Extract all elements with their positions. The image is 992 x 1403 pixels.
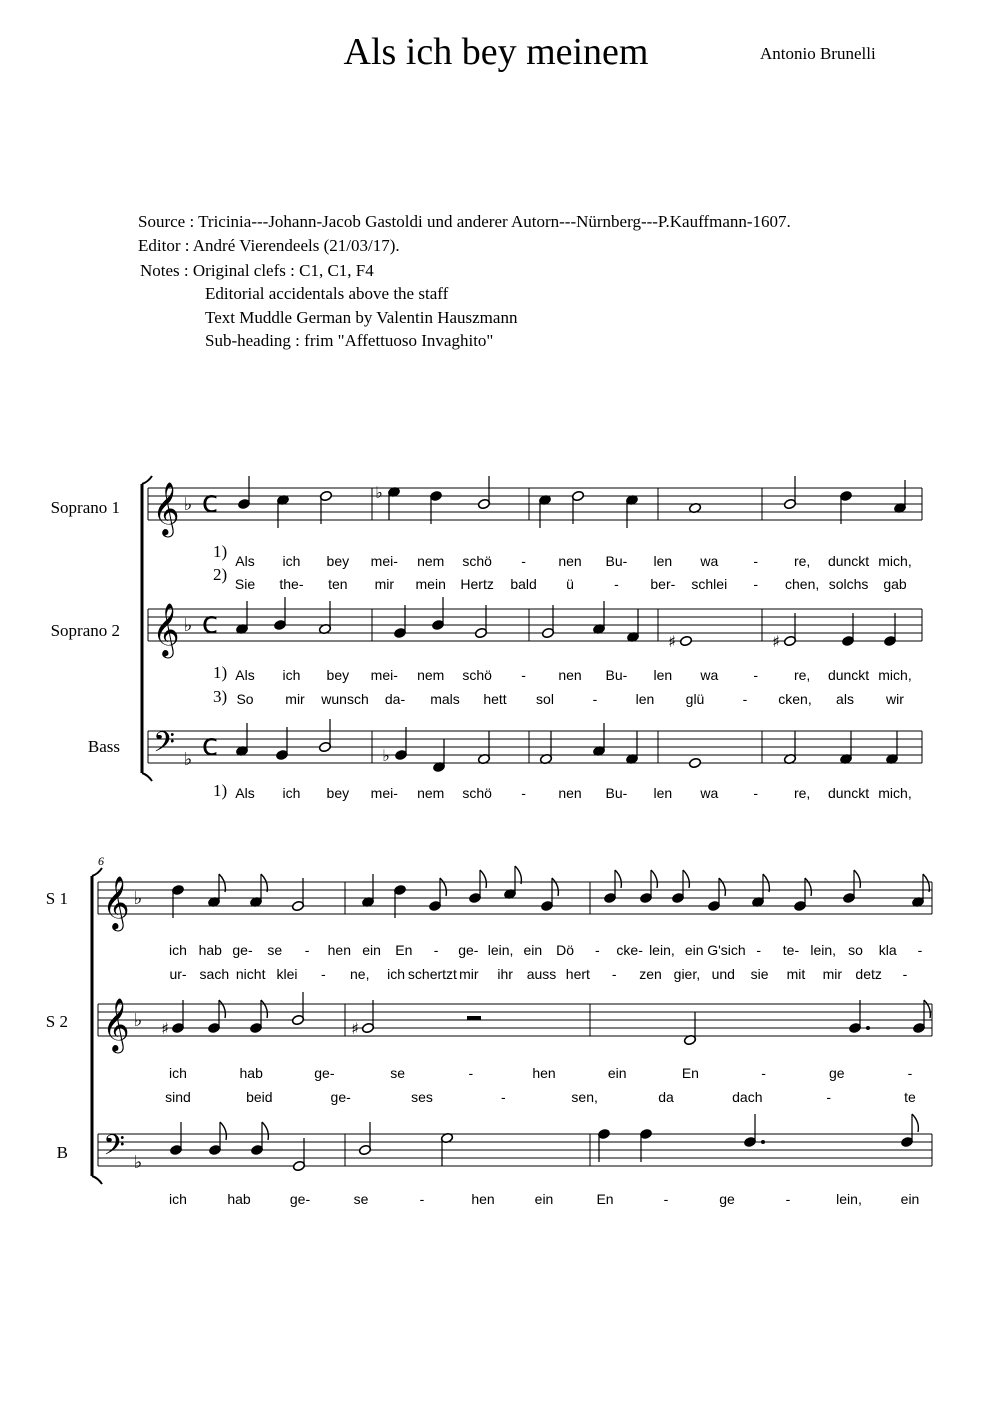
lyric-syllable: ein — [362, 942, 381, 958]
page-title: Als ich bey meinem — [343, 31, 649, 73]
notes-line: Text Muddle German by Valentin Hauszmann — [205, 308, 518, 327]
voice-label-b: B — [56, 1143, 68, 1162]
common-time-icon: c — [201, 485, 219, 520]
lyric-syllable: - — [761, 1065, 766, 1081]
lyric-syllable: ich — [387, 966, 406, 982]
lyric-syllable: Bu- — [605, 667, 628, 683]
key-flat-icon: ♭ — [133, 888, 143, 909]
lyric-syllable: Bu- — [605, 785, 628, 801]
lyric-syllable: - — [756, 942, 762, 958]
lyric-syllable: detz — [855, 966, 882, 982]
lyric-syllable: - — [611, 966, 617, 982]
lyric-syllable: te- — [782, 942, 800, 958]
lyric-syllable: cken, — [778, 691, 812, 707]
lyric-syllable: ge- — [458, 942, 479, 958]
lyric-syllable: se — [390, 1065, 405, 1081]
verse-number: 1) — [213, 542, 228, 561]
lyric-syllable: ein — [684, 942, 704, 958]
voice-label-soprano-2: Soprano 2 — [50, 621, 120, 640]
note-flag — [220, 1122, 226, 1140]
lyric-syllable: Als — [235, 667, 255, 683]
lyric-syllable: - — [614, 576, 619, 592]
lyric-syllable: mit — [786, 966, 806, 982]
lyric-syllable: sol — [536, 691, 554, 707]
lyric-syllable: re, — [793, 553, 811, 569]
lyric-syllable: nem — [417, 553, 445, 569]
lyric-syllable: len — [635, 691, 655, 707]
treble-clef-icon: 𝄞 — [102, 875, 130, 929]
lyric-syllable: dunckt — [827, 667, 870, 683]
lyric-syllable: - — [785, 1191, 791, 1207]
source-line: Source : Tricinia---Johann-Jacob Gastoldi und anderer Autorn---Nürnberg---P.Kauffmann-1607. — [138, 212, 791, 231]
lyric-syllable: cke- — [616, 942, 643, 958]
lyric-syllable: schö — [462, 667, 492, 683]
lyric-syllable: wunsch — [321, 691, 369, 707]
note-flag — [719, 878, 725, 896]
lyric-syllable: se — [353, 1191, 369, 1207]
lyric-syllable: mich, — [878, 553, 912, 569]
key-flat-icon: ♭ — [133, 1152, 143, 1173]
notes-line: Notes : Original clefs : C1, C1, F4 — [140, 261, 374, 280]
note-head — [679, 635, 692, 646]
voice-label-bass: Bass — [87, 737, 120, 756]
note-flag — [924, 1000, 930, 1018]
note-flag — [219, 1000, 225, 1018]
lyric-syllable: Hertz — [460, 576, 494, 592]
lyric-syllable: mei- — [370, 667, 398, 683]
treble-clef-icon: 𝄞 — [102, 997, 130, 1051]
note-flag — [261, 1000, 267, 1018]
lyric-syllable: Als — [235, 553, 255, 569]
lyric-syllable: mir — [459, 966, 479, 982]
lyric-syllable: - — [419, 1191, 425, 1207]
lyric-syllable: ten — [328, 576, 348, 592]
key-flat-icon: ♭ — [183, 615, 193, 636]
sharp-icon: ♯ — [668, 632, 676, 651]
lyric-syllable: lein, — [836, 1191, 862, 1207]
lyric-syllable: da- — [384, 691, 406, 707]
lyric-syllable: sach — [199, 966, 230, 982]
lyric-syllable: ses — [411, 1089, 433, 1105]
lyric-syllable: Bu- — [605, 553, 628, 569]
lyric-syllable: len — [653, 785, 673, 801]
lyric-syllable: mein — [415, 576, 446, 592]
lyric-syllable: En — [596, 1191, 614, 1207]
lyric-syllable: lein, — [810, 942, 837, 958]
lyric-syllable: ur- — [169, 966, 187, 982]
lyric-syllable: - — [902, 966, 908, 982]
lyric-syllable: wa — [700, 785, 719, 801]
lyric-syllable: wa — [700, 667, 719, 683]
key-flat-icon: ♭ — [183, 494, 193, 515]
lyric-syllable: hert — [565, 966, 590, 982]
lyric-syllable: bald — [510, 576, 537, 592]
dot — [866, 1026, 870, 1030]
note-flag — [854, 870, 860, 888]
lyric-syllable: mei- — [370, 785, 398, 801]
treble-clef-icon: 𝄞 — [152, 602, 180, 656]
lyric-syllable: - — [521, 667, 526, 683]
lyric-syllable: Dö — [556, 942, 575, 958]
lyric-syllable: En — [681, 1065, 699, 1081]
lyric-syllable: schlei — [691, 576, 728, 592]
lyric-syllable: da — [658, 1089, 674, 1105]
note-flag — [923, 874, 929, 892]
composer-name: Antonio Brunelli — [760, 44, 876, 63]
note-head — [688, 757, 701, 768]
lyric-syllable: - — [468, 1065, 474, 1081]
lyric-syllable: ein — [523, 942, 543, 958]
lyric-syllable: - — [753, 576, 759, 592]
lyric-syllable: lein, — [649, 942, 675, 958]
note-flag — [440, 878, 446, 896]
common-time-icon: c — [201, 728, 219, 763]
note-flag — [515, 866, 521, 884]
lyric-syllable: sind — [165, 1089, 191, 1105]
lyric-syllable: nen — [558, 553, 582, 569]
lyric-syllable: so — [848, 942, 863, 958]
note-flag — [615, 870, 621, 888]
lyric-syllable: ne, — [350, 966, 370, 982]
lyric-syllable: - — [663, 1191, 669, 1207]
lyric-syllable: - — [433, 942, 439, 958]
lyric-syllable: und — [711, 966, 735, 982]
lyric-syllable: nem — [417, 785, 445, 801]
lyric-syllable: mich, — [878, 785, 912, 801]
sharp-icon: ♯ — [772, 632, 780, 651]
lyric-syllable: - — [826, 1089, 831, 1105]
lyric-syllable: re, — [793, 785, 811, 801]
lyric-syllable: nicht — [235, 966, 266, 982]
verse-number: 2) — [213, 565, 228, 584]
voice-label-s1: S 1 — [45, 889, 68, 908]
lyric-syllable: ü — [566, 576, 574, 592]
note-flag — [683, 870, 689, 888]
lyric-syllable: bey — [326, 785, 350, 801]
lyric-syllable: - — [595, 942, 600, 958]
sharp-icon: ♯ — [161, 1019, 169, 1038]
treble-clef-icon: 𝄞 — [152, 481, 180, 535]
dot — [761, 1140, 765, 1144]
lyric-syllable: mir — [374, 576, 394, 592]
lyric-syllable: ich — [282, 553, 301, 569]
verse-number: 1) — [213, 781, 228, 800]
lyric-syllable: ihr — [497, 966, 513, 982]
lyric-syllable: - — [917, 942, 923, 958]
lyric-syllable: len — [653, 667, 673, 683]
lyric-syllable: hen — [532, 1065, 556, 1081]
lyric-syllable: sie — [750, 966, 769, 982]
lyric-syllable: len — [653, 553, 673, 569]
lyric-syllable: te — [904, 1089, 916, 1105]
lyric-syllable: klei — [276, 966, 298, 982]
note-flag — [480, 870, 486, 888]
lyric-syllable: Als — [235, 785, 255, 801]
lyric-syllable: ge- — [289, 1191, 311, 1207]
lyric-syllable: re, — [793, 667, 811, 683]
lyric-syllable: dach — [732, 1089, 763, 1105]
lyric-syllable: the- — [279, 576, 304, 592]
lyric-syllable: chen, — [785, 576, 820, 592]
lyric-syllable: ein — [534, 1191, 554, 1207]
lyric-syllable: - — [321, 966, 326, 982]
notes-line: Sub-heading : frim "Affettuoso Invaghito" — [205, 331, 494, 350]
lyric-syllable: So — [236, 691, 254, 707]
lyric-syllable: se — [267, 942, 283, 958]
lyric-syllable: ich — [169, 942, 187, 958]
lyric-syllable: hett — [483, 691, 507, 707]
lyric-syllable: solchs — [828, 576, 869, 592]
lyric-syllable: - — [304, 942, 310, 958]
lyric-syllable: ich — [169, 1065, 187, 1081]
lyric-syllable: mals — [430, 691, 460, 707]
lyric-syllable: - — [753, 553, 759, 569]
common-time-icon: c — [201, 606, 219, 641]
lyric-syllable: ich — [282, 785, 301, 801]
lyric-syllable: wir — [886, 691, 904, 707]
lyric-syllable: - — [592, 691, 598, 707]
lyric-syllable: schertzt — [407, 966, 457, 982]
notes-line: Editorial accidentals above the staff — [205, 284, 449, 303]
bass-clef-icon: 𝄢 — [153, 726, 175, 766]
lyric-syllable: ge — [829, 1065, 845, 1081]
lyric-syllable: hen — [471, 1191, 495, 1207]
verse-number: 3) — [213, 687, 228, 706]
lyric-syllable: mei- — [370, 553, 398, 569]
lyric-syllable: - — [500, 1089, 506, 1105]
lyric-syllable: - — [753, 667, 759, 683]
lyric-syllable: ich — [169, 1191, 187, 1207]
note-flag — [763, 874, 769, 892]
lyric-syllable: nen — [558, 785, 582, 801]
lyric-syllable: hab — [227, 1191, 251, 1207]
lyric-syllable: hab — [239, 1065, 263, 1081]
lyric-syllable: G'sich — [707, 942, 746, 958]
lyric-syllable: En — [395, 942, 413, 958]
lyric-syllable: hab — [198, 942, 222, 958]
lyric-syllable: - — [753, 785, 759, 801]
lyric-syllable: schö — [462, 553, 492, 569]
lyric-syllable: gier, — [673, 966, 701, 982]
lyric-syllable: ge — [719, 1191, 735, 1207]
lyric-syllable: dunckt — [827, 785, 870, 801]
lyric-syllable: sen, — [571, 1089, 598, 1105]
lyric-syllable: mir — [822, 966, 843, 982]
lyric-syllable: ein — [607, 1065, 627, 1081]
note-flag — [651, 870, 657, 888]
lyric-syllable: ich — [282, 667, 301, 683]
lyric-syllable: glü — [685, 691, 705, 707]
lyric-syllable: ein — [900, 1191, 920, 1207]
key-flat-icon: ♭ — [183, 749, 193, 770]
lyric-syllable: mir — [285, 691, 305, 707]
lyric-syllable: als — [836, 691, 854, 707]
lyric-syllable: bey — [326, 553, 350, 569]
lyric-syllable: hen — [327, 942, 351, 958]
lyric-syllable: Sie — [234, 576, 256, 592]
note-flag — [912, 1114, 918, 1132]
lyric-syllable: schö — [462, 785, 492, 801]
lyric-syllable: zen — [639, 966, 662, 982]
bass-clef-icon: 𝄢 — [103, 1129, 125, 1169]
flat-icon: ♭ — [375, 483, 383, 502]
lyric-syllable: ge- — [330, 1089, 351, 1105]
lyric-syllable: - — [521, 785, 526, 801]
lyric-syllable: ge- — [314, 1065, 335, 1081]
note-flag — [219, 874, 225, 892]
note-flag — [805, 878, 811, 896]
lyric-syllable: gab — [883, 576, 907, 592]
lyric-syllable: beid — [246, 1089, 273, 1105]
flat-icon: ♭ — [382, 746, 390, 765]
measure-number: 6 — [98, 854, 104, 868]
lyric-syllable: mich, — [878, 667, 912, 683]
lyric-syllable: ber- — [650, 576, 676, 592]
editor-line: Editor : André Vierendeels (21/03/17). — [138, 236, 400, 255]
lyric-syllable: dunckt — [827, 553, 870, 569]
lyric-syllable: - — [907, 1065, 913, 1081]
voice-label-soprano-1: Soprano 1 — [50, 498, 120, 517]
lyric-syllable: wa — [700, 553, 719, 569]
lyric-syllable: kla — [878, 942, 897, 958]
lyric-syllable: lein, — [487, 942, 514, 958]
half-rest-icon — [467, 1016, 481, 1020]
lyric-syllable: auss — [526, 966, 557, 982]
lyric-syllable: ge- — [232, 942, 253, 958]
lyric-syllable: - — [521, 553, 526, 569]
note-flag — [261, 874, 267, 892]
lyric-syllable: - — [742, 691, 748, 707]
sharp-icon: ♯ — [351, 1019, 359, 1038]
note-flag — [552, 878, 558, 896]
note-flag — [262, 1122, 268, 1140]
key-flat-icon: ♭ — [133, 1010, 143, 1031]
verse-number: 1) — [213, 663, 228, 682]
lyric-syllable: nem — [417, 667, 445, 683]
lyric-syllable: bey — [326, 667, 350, 683]
voice-label-s2: S 2 — [45, 1012, 68, 1031]
lyric-syllable: nen — [558, 667, 582, 683]
